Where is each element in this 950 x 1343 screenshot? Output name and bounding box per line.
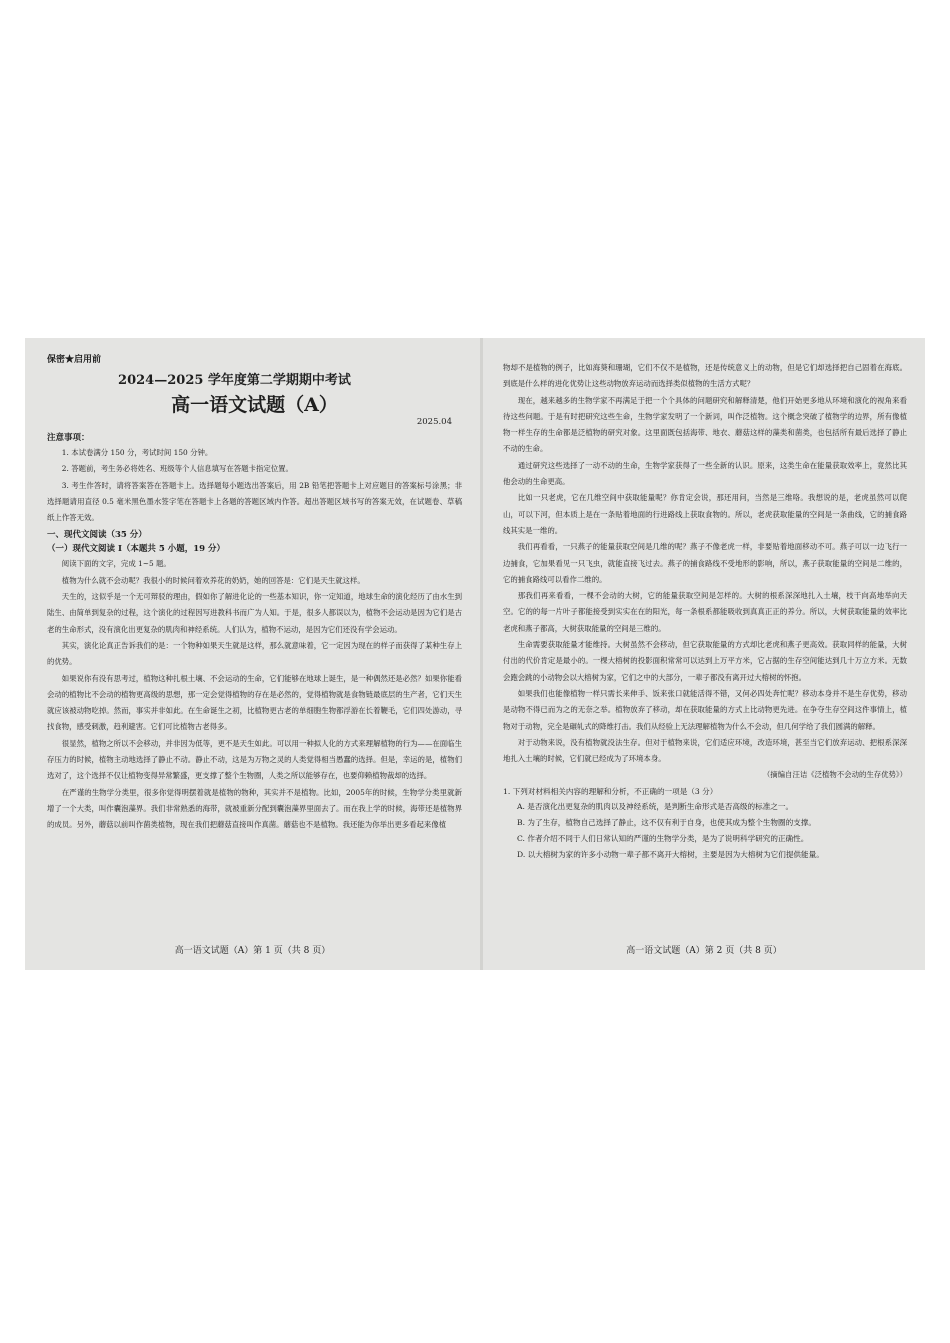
option-a: A. 是否演化出更复杂的肌肉以及神经系统，是判断生命形式是否高级的标准之一。 <box>517 801 794 811</box>
exam-title: 高一语文试题（A） <box>171 394 338 416</box>
question-1: 1. 下列对材料相关内容的理解和分析，不正确的一项是（3 分） <box>503 786 718 796</box>
note-item: 1. 本试卷满分 150 分，考试时间 150 分钟。 <box>61 448 213 457</box>
passage-paragraph: 生命需要获取能量才能维持。大树虽然不会移动，但它获取能量的方式却比老虎和燕子更高效。获取同样的能量，大树付出的代价肯定是最小的。一棵大榕树的投影面积常常可以达到上万平方米，它占据的生存空间能达到几十万立方米。无数会跑会跳的小动物会以大榕树为家，它们之中的大部分，一辈子都没有离开过大榕树的怀抱。 <box>503 640 907 682</box>
page-footer: 高一语文试题（A）第 2 页（共 8 页） <box>626 946 782 956</box>
passage-paragraph: 其实，演化论真正告诉我们的是：一个物种如果天生就是这样，那么就意味着，它一定因为现在的样子而获得了某种生存上的优势。 <box>47 640 462 667</box>
passage-paragraph: 通过研究这些选择了一动不动的生命，生物学家获得了一些全新的认识。原来，这类生命在能量获取效率上，竟然比其他会动的生命更高。 <box>503 460 907 487</box>
exam-sheet-photo <box>25 338 925 970</box>
option-b: B. 为了生存，植物自己选择了静止，这不仅有利于自身，也使其成为整个生物圈的支撑。 <box>517 817 816 827</box>
note-item: 3. 考生作答时，请将答案答在答题卡上。选择题每小题选出答案后，用 2B 铅笔把答题卡上对应题目的答案标号涂黑；非选择题请用直径 0.5 毫米黑色墨水签字笔在答题卡上各题的答题区域内作答。超出答题区域书写的答案无效，在试题卷、草稿纸上作答无效。 <box>47 480 462 523</box>
exam-page-1 <box>25 338 480 970</box>
passage-paragraph: 我们再看看，一只燕子的能量获取空间是几维的呢？燕子不像老虎一样，非要贴着地面移动不可。燕子可以一边飞行一边捕食，它加果看见一只飞虫，就能直接飞过去。燕子的捕食路线不受地形的影响，所以，燕子获取能量的空间是二维的，它的捕食路线可以看作二维的。 <box>503 542 907 584</box>
notes-heading: 注意事项： <box>47 433 90 443</box>
passage-paragraph: 很显然，植物之所以不会移动，并非因为低等，更不是天生如此。可以用一种拟人化的方式来理解植物的行为——在面临生存压力的时候，植物主动地选择了静止不动。静止不动，这是为万物之灵的人类觉得相当愚蠢的选择。但是，幸运的是，植物们选对了，这个选择不仅让植物变得异常繁盛，更支撑了整个生物圈，人类之所以能够存在，也要仰赖植物裁却的选择。 <box>47 738 462 781</box>
passage-source: （摘编自汪诘《泛植物不会动的生存优势》） <box>762 770 907 780</box>
passage-paragraph: 如果我们也能像植物一样只需长来伸手、饭来张口就能活得不错，又何必四处奔忙呢？移动本身并不是生存优势，移动是动物不得已而为之的无奈之举。植物放弃了移动，却在获取能量的方式上比动物更先进。在争夺生存空间这件事情上，植物对于动物，完全是碾轧式的降维打击。我们从经验上无法理解植物为什么不会动，但几何学给了我们圆满的解释。 <box>503 688 907 731</box>
section-heading: 一、现代文阅读（35 分） <box>47 530 147 541</box>
confidential-mark: 保密★启用前 <box>47 355 102 365</box>
exam-page-2 <box>483 338 925 970</box>
reading-instruction: 阅读下面的文字，完成 1~5 题。 <box>61 559 171 569</box>
page-footer: 高一语文试题（A）第 1 页（共 8 页） <box>174 946 331 956</box>
passage-paragraph: 对于动物来说，没有植物就没法生存。但对于植物来说，它们适应环境，改造环境，甚至当它们放弃运动、把根系深深地扎入土壤的时候，它们就已经成为了环境本身。 <box>503 737 907 764</box>
passage-paragraph: 物却不是植物的例子，比如海葵和珊瑚，它们不仅不是植物，还是传统意义上的动物，但是它们却选择把自己固着在海底。到底是什么样的进化优势让这些动物放弃运动而选择类似植物的生活方式呢？ <box>503 363 907 389</box>
exam-date: 2025.04 <box>416 417 452 427</box>
passage-paragraph: 那我们再来看看，一棵不会动的大树，它的能量获取空间是怎样的。大树的根系深深地扎入土壤，枝干向高地举向天空。它的的每一片叶子都能接受到实实在在的阳光，每一条根系都能吸收到真真正正的养分。所以，大树获取能量的效率比老虎和燕子都高，大树获取能量的空间是三维的。 <box>503 591 907 633</box>
passage-paragraph: 如果说你有没有思考过，植物这种扎根土壤、不会运动的生命，它们能够在地球上诞生，是一种偶然还是必然？如果你能看会动的植物比不会动的植物更高级的思想，那一定会觉得植物的存在是必然的，觉得植物就是食物链最底层的生产者，它们天生就应该被动物吃掉。然而，事实并非如此。在生命诞生之初，比植物更古老的单细胞生物都浮游在长着鞭毛，它们四处游动，寻找食物，感受刺激，趋利避害。它们可比植物古老得多。 <box>47 673 462 732</box>
note-item: 2. 答题前，考生务必将姓名、班级等个人信息填写在答题卡指定位置。 <box>61 464 293 474</box>
passage-paragraph: 现在，越来越多的生物学家不再满足于把一个个具体的问题研究和解释清楚，他们开始更多地从环境和演化的视角来看待这些问题。于是有时把研究这些生命，生物学家发明了一个新词，叫作泛植物。这个概念突破了植物学的边界，所有像植物一样生存的生命都是泛植物的研究对象。这里面既包括海带、地衣、蘑菇这样的藻类和菌类，也包括所有最后选择了静止不动的生命。 <box>503 395 907 454</box>
option-c: C. 作者介绍不同于人们日常认知的严谨的生物学分类，是为了说明科学研究的正确性。 <box>517 833 809 843</box>
passage-paragraph: 比如一只老虎，它在几维空间中获取能量呢？你肯定会说，那还用问，当然是三维咯。我想说的是，老虎虽然可以爬山，可以下河，但本质上是在一条贴着地面的行进路线上获取食物的。所以，老虎获取能量的空间是一条曲线，它的捕食路线其实是一维的。 <box>503 493 907 535</box>
option-d: D. 以大榕树为家的许多小动物一辈子都不离开大榕树，主要是因为大榕树为它们提供能量。 <box>517 849 824 859</box>
passage-paragraph: 植物为什么就不会动呢？我很小的时候问着欢养花的奶奶，她的回答是：它们是天生就这样。 <box>61 575 365 585</box>
passage-paragraph: 在严谨的生物学分类里，很多你觉得明摆着就是植物的物种，其实并不是植物。比如，2005年的时候，生物学分类里就新增了一个大类，叫作囊泡藻界。我们非常熟悉的海带，就被重新分配到囊泡藻界里面去了。而在我上学的时候，海带还是植物界的成员。另外，蘑菇以前叫作菌类植物，现在我们把蘑菇直接叫作真菌。蘑菇也不是植物。我还能为你举出更多看起来像植 <box>47 787 462 830</box>
subsection-heading: （一）现代文阅读 I（本题共 5 小题，19 分） <box>47 544 226 555</box>
exam-name: 2024—2025 学年度第二学期期中考试 <box>118 373 351 388</box>
passage-paragraph: 天生的，这似乎是一个无可辩驳的理由，假如你了解进化论的一些基本知识，你一定知道，地球生命的演化经历了由水生到陆生、由简单到复杂的过程，这个演化的过程因写进教科书而广为人知。于是，很多人都误以为，植物不会运动是因为它们是古老的生命形式，没有演化出更复杂的肌肉和神经系统。人们认为，植物不运动，是因为它们还没有学会运动。 <box>47 592 462 634</box>
